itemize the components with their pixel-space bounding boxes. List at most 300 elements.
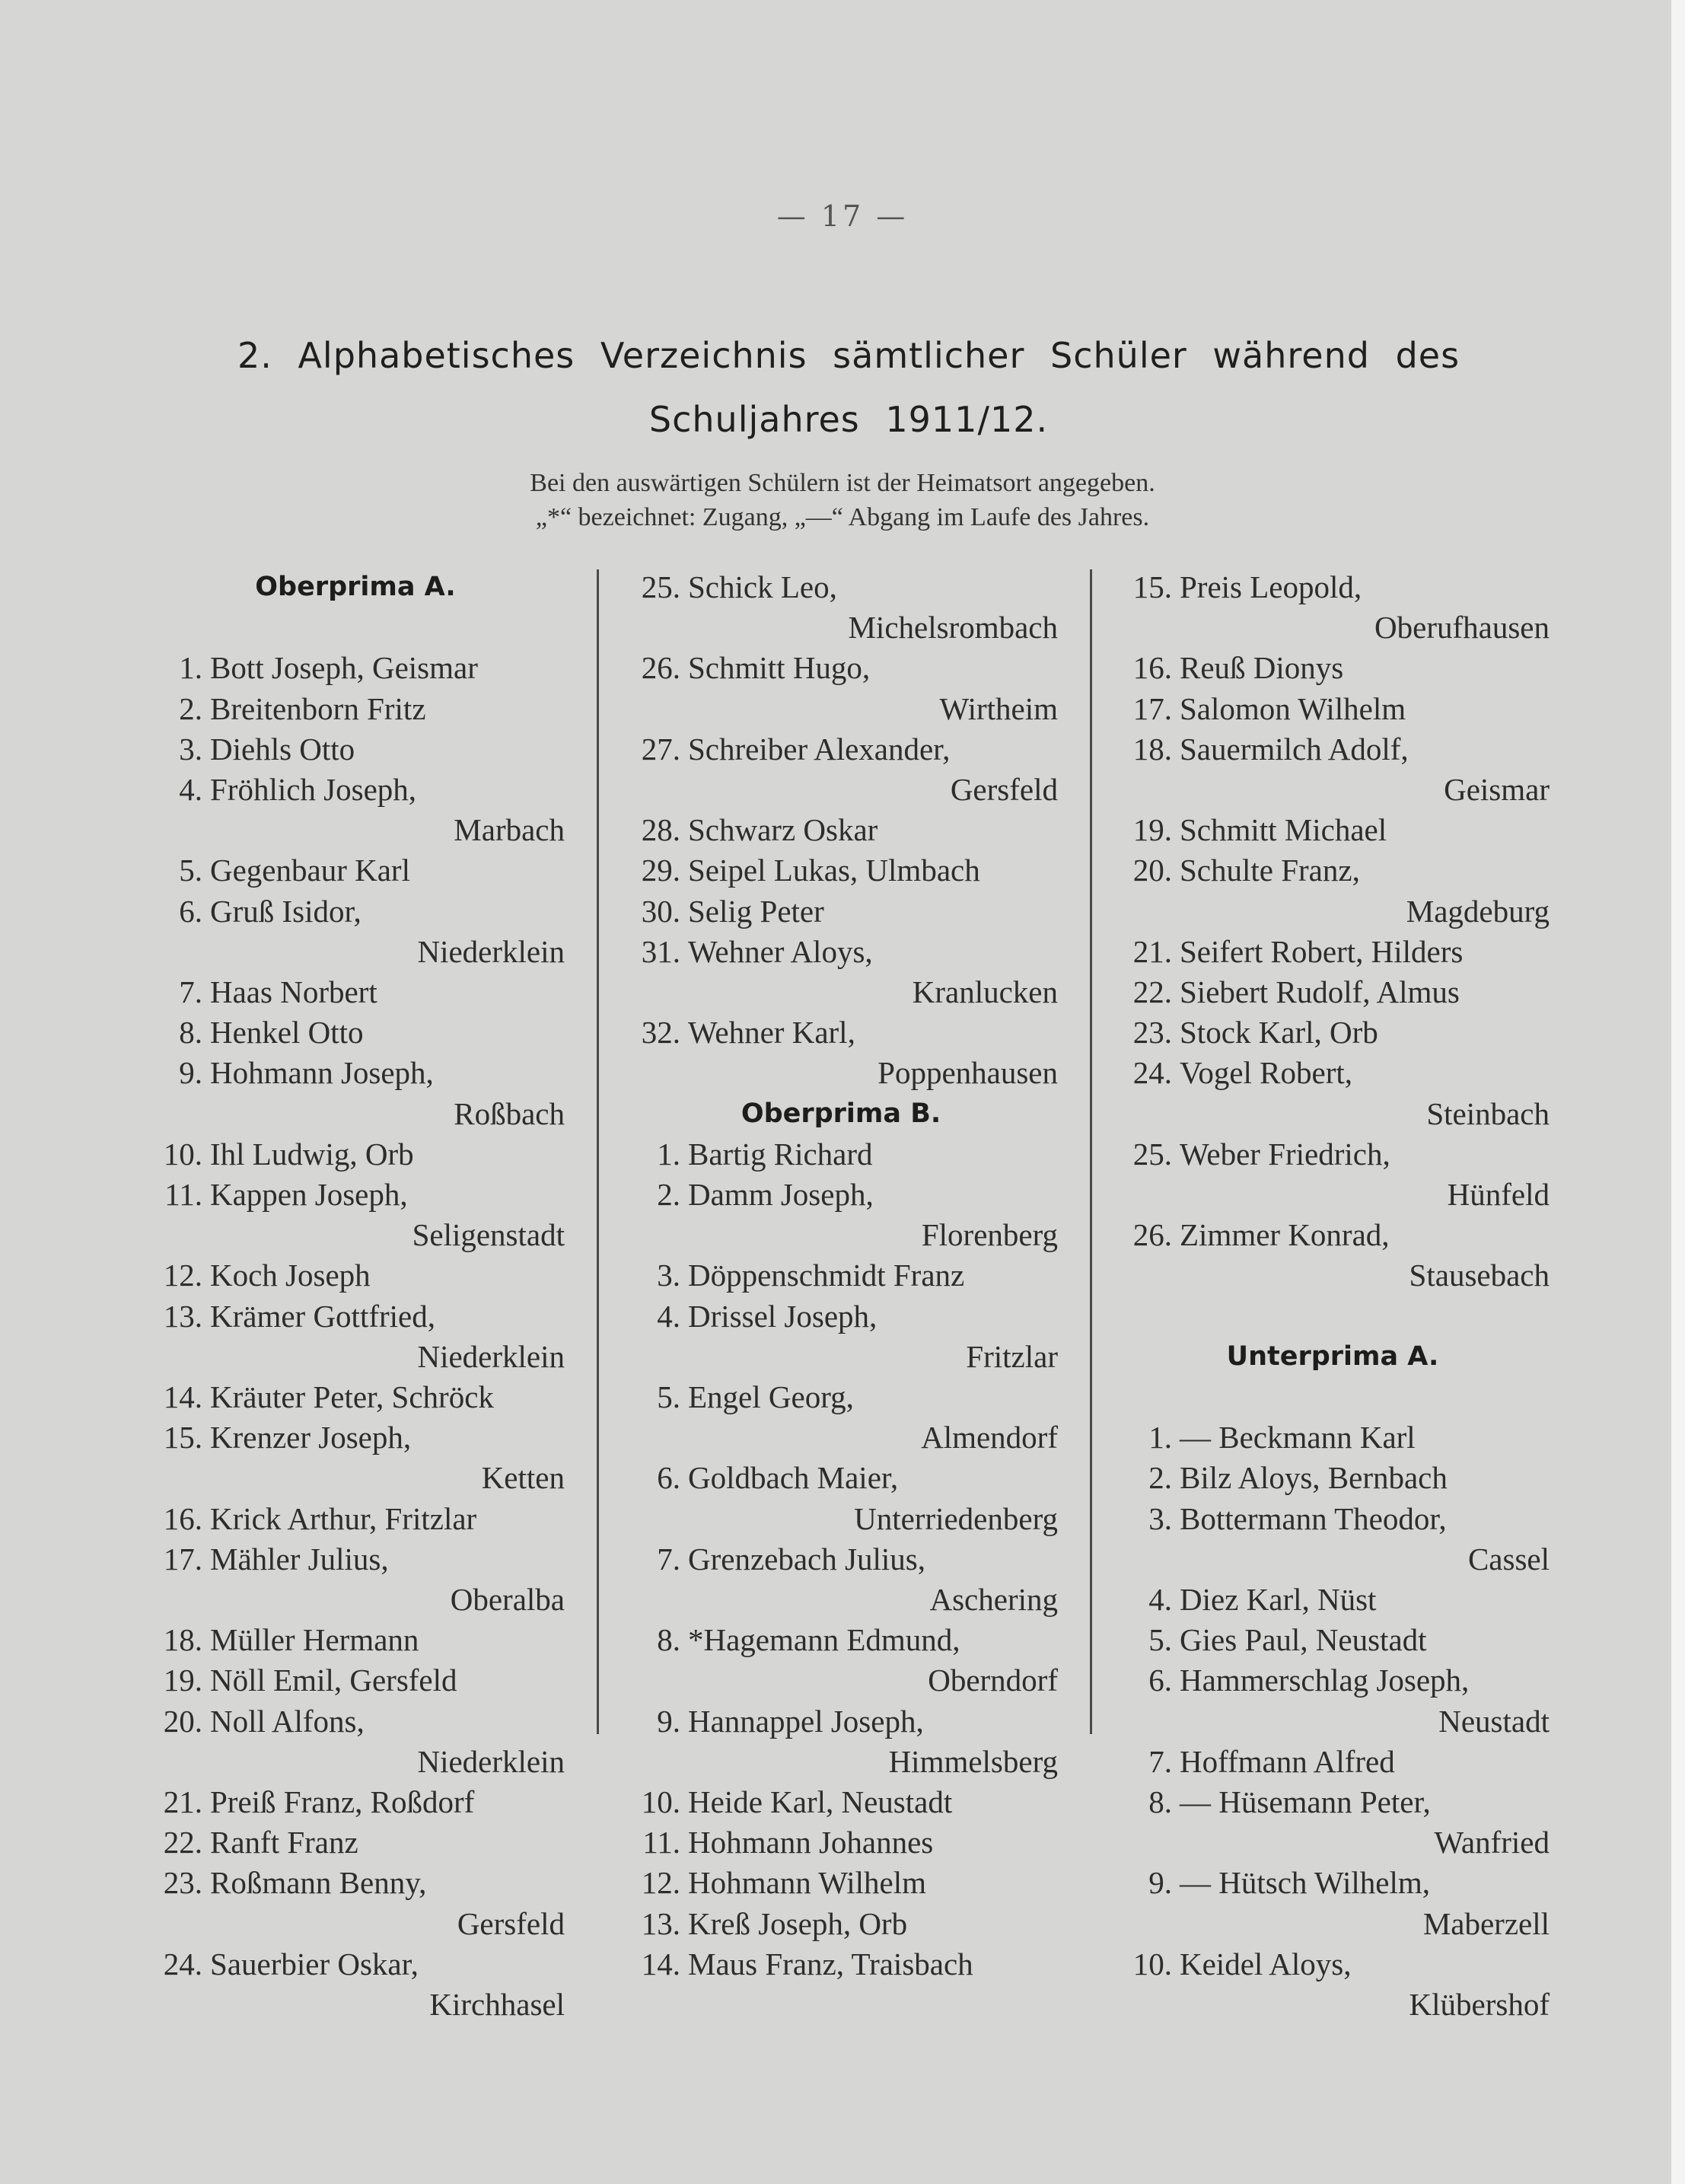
entry-number: 4. [1148,1582,1172,1618]
section-heading: Oberprima A. [255,572,456,602]
entry-line [146,1944,565,1985]
entry-line [146,1782,565,1822]
entry-place: Roßbach [454,1095,565,1131]
list-item [146,850,565,891]
entry-number: 16. [163,1500,202,1536]
entry-line [1116,1053,1550,1093]
entry-number: 1. [657,1136,680,1172]
entry-place: Oberufhausen [1374,610,1550,646]
entry-number: 3. [1148,1500,1172,1536]
entry-place: Hünfeld [1447,1177,1550,1213]
entry-name: Grenzebach Julius, [688,1541,925,1577]
entry-number: 9. [179,1055,202,1091]
entry-place: Oberndorf [928,1663,1058,1698]
entry-number: 11. [642,1825,680,1860]
list-item [1116,567,1550,648]
entry-line [146,648,565,688]
entry-line [624,1175,1058,1215]
entry-name: Kräuter Peter, Schröck [210,1379,494,1415]
entry-name: Bilz Aloys, Bernbach [1180,1460,1448,1496]
list-item [1116,1944,1550,2025]
entry-name: Wehner Karl, [688,1015,855,1051]
entry-place: Maberzell [1422,1905,1550,1941]
entry-line [1116,1580,1550,1620]
entry-number: 10. [163,1136,202,1172]
entry-name: Bottermann Theodor, [1180,1500,1447,1536]
entry-number: 10. [641,1784,680,1820]
list-item [624,1134,1058,1175]
entry-place: Wirtheim [939,690,1058,726]
entry-number: 1. [1148,1420,1172,1455]
entry-name: — Hütsch Wilhelm, [1180,1865,1430,1901]
entry-number: 11. [164,1177,202,1213]
list-item [146,1255,565,1296]
list-item [1116,1620,1550,1660]
page-title: 2. Alphabetisches Verzeichnis sämtlicher Schüler während des Schuljahres 1911/12. [237,335,1460,440]
entry-place: Gersfeld [457,1905,565,1941]
entry-line [624,810,1058,850]
entry-line [1116,1417,1550,1458]
entry-number: 24. [1132,1055,1172,1091]
entry-number: 8. [1148,1784,1172,1820]
entry-line [1116,932,1550,972]
entry-number: 26. [641,650,680,686]
entry-name: Krenzer Joseph, [210,1420,412,1455]
entry-number: 8. [657,1622,680,1658]
list-item [1116,1012,1550,1053]
list-item [1116,1499,1550,1580]
entry-line [624,1701,1058,1742]
list-item [624,850,1058,891]
entry-place: Michelsrombach [848,610,1058,646]
entry-place: Cassel [1467,1541,1550,1577]
list-item [146,1944,565,2025]
list-item [146,1053,565,1133]
page-number: — 17 — [776,199,909,233]
entry-number: 25. [1132,1136,1172,1172]
entry-line [1116,972,1550,1012]
entry-line [1116,850,1550,891]
entry-line [1116,1458,1550,1498]
entry-line [146,972,565,1012]
entry-name: Preis Leopold, [1180,569,1362,604]
entry-line [624,1134,1058,1175]
section-heading: Oberprima B. [741,1098,941,1129]
entry-number: 29. [641,853,680,888]
entry-number: 6. [1148,1663,1172,1698]
entry-name: Schick Leo, [688,569,837,604]
entry-place: Geismar [1444,772,1550,808]
entry-number: 5. [1148,1622,1172,1658]
entry-place: Almendorf [921,1420,1058,1455]
list-item [1116,1660,1550,1741]
entry-name: Schwarz Oskar [688,812,878,848]
entry-line [146,689,565,729]
entry-name: Sauermilch Adolf, [1180,731,1409,767]
list-item [624,1863,1058,1903]
entry-line [146,770,565,810]
subtitle [0,466,1685,534]
entry-name: Hohmann Wilhelm [688,1865,927,1901]
entry-number: 15. [1132,569,1172,604]
list-item [624,1255,1058,1296]
entry-line [624,729,1058,770]
list-item [146,1377,565,1417]
list-item [624,1539,1058,1620]
list-item [146,1660,565,1701]
entry-name: Breitenborn Fritz [210,690,426,726]
entry-number: 15. [163,1420,202,1455]
list-item [1116,1782,1550,1863]
entry-place: Steinbach [1426,1095,1550,1131]
entry-name: Bartig Richard [688,1136,873,1172]
entry-place: Seligenstadt [412,1217,565,1253]
entry-name: Sauerbier Oskar, [210,1946,419,1982]
entry-line [146,1417,565,1458]
entry-place: Wanfried [1434,1825,1550,1860]
entry-place: Fritzlar [966,1338,1058,1374]
entry-line [624,1255,1058,1296]
entry-name: Mähler Julius, [210,1541,389,1577]
entry-name: Döppenschmidt Franz [688,1258,965,1293]
entry-number: 19. [163,1663,202,1698]
entry-place: Klübershof [1409,1987,1550,2023]
entry-line [1116,689,1550,729]
entry-number: 22. [163,1825,202,1860]
entry-place: Magdeburg [1406,893,1550,929]
column-divider [1090,569,1092,1734]
list-item [624,567,1058,648]
list-item [1116,1742,1550,1782]
subtitle-line: Bei den auswärtigen Schülern ist der Heimatsort angegeben. [530,469,1155,497]
entry-number: 7. [179,974,202,1009]
list-item [624,932,1058,1012]
list-item [1116,1215,1550,1296]
entry-line [1116,1215,1550,1255]
list-item [1116,1417,1550,1458]
entry-number: 21. [1132,933,1172,969]
column-oberprima-a [146,567,565,2025]
list-item [146,729,565,770]
entry-name: Preiß Franz, Roßdorf [210,1784,475,1820]
list-item [146,1296,565,1377]
entry-name: Goldbach Maier, [688,1460,899,1496]
entry-number: 6. [657,1460,680,1496]
list-item [146,1499,565,1539]
entry-line [146,1863,565,1903]
entry-number: 25. [641,569,680,604]
entry-line [1116,1782,1550,1822]
entry-number: 3. [179,731,202,767]
entry-number: 22. [1132,974,1172,1010]
entry-line [624,1944,1058,1985]
list-item [1116,648,1550,688]
entry-number: 14. [163,1379,202,1415]
entry-number: 13. [641,1905,680,1941]
entry-line [624,648,1058,688]
column-oberprima-a-unterprima [1116,567,1550,2025]
list-item [146,1822,565,1863]
entry-line [146,1053,565,1093]
list-item [146,1701,565,1782]
entry-place: Poppenhausen [878,1055,1058,1091]
list-item [624,729,1058,810]
entry-name: Engel Georg, [688,1379,854,1415]
section-gap [1116,1377,1550,1417]
entry-number: 12. [163,1258,202,1293]
entry-line [146,1134,565,1175]
entry-line [1116,1944,1550,1985]
entry-name: Siebert Rudolf, Almus [1180,974,1460,1010]
entry-name: Hannappel Joseph, [688,1703,924,1739]
section-gap [1116,1296,1550,1337]
entry-name: Müller Hermann [210,1622,419,1658]
entry-name: Henkel Otto [210,1015,364,1051]
list-item [146,1012,565,1053]
entry-line [1116,1742,1550,1782]
entry-number: 7. [657,1541,680,1577]
list-item [146,1417,565,1498]
entry-name: Zimmer Konrad, [1180,1217,1390,1253]
entry-number: 23. [1132,1015,1172,1051]
entry-number: 17. [163,1541,202,1577]
entry-line [624,1822,1058,1863]
entry-place: Neustadt [1438,1703,1550,1739]
entry-line [624,1620,1058,1660]
entry-name: Kappen Joseph, [210,1177,408,1213]
entry-number: 2. [179,690,202,726]
list-item [1116,1580,1550,1620]
entry-line [624,1782,1058,1822]
entry-number: 17. [1132,690,1172,726]
entry-name: Gies Paul, Neustadt [1180,1622,1427,1658]
entry-place: Stausebach [1409,1258,1550,1293]
entry-number: 31. [641,933,680,969]
entry-number: 5. [179,853,202,888]
list-item [146,972,565,1012]
entry-number: 32. [641,1015,680,1051]
entry-number: 18. [1132,731,1172,767]
list-item [146,770,565,850]
entry-number: 18. [163,1622,202,1658]
entry-line [1116,567,1550,607]
entry-number: 4. [179,771,202,807]
entry-line [624,1539,1058,1580]
entry-name: Wehner Aloys, [688,933,873,969]
entry-name: Stock Karl, Orb [1180,1015,1378,1051]
entry-name: Gegenbaur Karl [210,853,410,888]
entry-number: 10. [1132,1946,1172,1982]
entry-line [146,1822,565,1863]
list-item [1116,729,1550,810]
entry-line [146,1296,565,1337]
list-item [624,1782,1058,1822]
entry-line [1116,729,1550,770]
entry-name: Ihl Ludwig, Orb [210,1136,414,1172]
page-edge [1671,0,1685,2184]
list-item [1116,689,1550,729]
entry-line [146,891,565,932]
entry-name: Noll Alfons, [210,1703,365,1739]
entry-line [1116,648,1550,688]
entry-number: 26. [1132,1217,1172,1253]
entry-name: Krämer Gottfried, [210,1298,435,1334]
list-item [624,1458,1058,1538]
entry-name: Bott Joseph, Geismar [210,650,478,686]
entry-name: Haas Norbert [210,974,377,1009]
section-heading: Unterprima A. [1226,1341,1439,1372]
entry-line [1116,1660,1550,1701]
entry-place: Niederklein [417,1338,565,1374]
entry-line [1116,1134,1550,1175]
entry-line [624,1377,1058,1417]
entry-number: 14. [641,1946,680,1982]
list-item [146,1863,565,1943]
entry-name: Roßmann Benny, [210,1865,427,1901]
entry-place: Oberalba [450,1582,565,1618]
entry-line [624,891,1058,932]
list-item [146,1134,565,1175]
entry-line [624,850,1058,891]
list-item [624,1175,1058,1255]
list-item [1116,1863,1550,1943]
entry-number: 28. [641,812,680,848]
list-item [146,891,565,972]
entry-line [1116,1499,1550,1539]
entry-line [624,1863,1058,1903]
list-item [624,1620,1058,1701]
entry-place: Gersfeld [950,772,1058,808]
entry-line [146,1660,565,1701]
entry-number: 6. [179,893,202,929]
entry-line [624,1458,1058,1498]
entry-name: Krick Arthur, Fritzlar [210,1500,477,1536]
entry-line [624,1904,1058,1944]
list-item [624,1012,1058,1093]
entry-name: Ranft Franz [210,1825,358,1860]
entry-number: 3. [657,1258,680,1293]
entry-name: Selig Peter [688,893,824,929]
entry-place: Kirchhasel [429,1987,565,2023]
list-item [624,891,1058,932]
list-item [624,1377,1058,1458]
entry-line [146,1255,565,1296]
entry-line [1116,1012,1550,1053]
list-item [146,648,565,688]
entry-place: Unterriedenberg [854,1500,1058,1536]
entry-name: Vogel Robert, [1180,1055,1353,1091]
list-item [146,1539,565,1620]
entry-name: Hammerschlag Joseph, [1180,1663,1470,1698]
entry-place: Niederklein [417,1743,565,1779]
entry-number: 16. [1132,650,1172,686]
entry-line [1116,1620,1550,1660]
entry-number: 19. [1132,812,1172,848]
entry-place: Aschering [929,1582,1058,1618]
entry-name: Drissel Joseph, [688,1298,878,1334]
entry-name: Diez Karl, Nüst [1180,1582,1377,1618]
entry-place: Himmelsberg [888,1743,1058,1779]
entry-line [624,1296,1058,1337]
entry-number: 24. [163,1946,202,1982]
list-item [1116,1134,1550,1215]
entry-name: Schmitt Michael [1180,812,1387,848]
entry-number: 2. [1148,1460,1172,1496]
entry-line [146,1539,565,1580]
entry-name: Damm Joseph, [688,1177,874,1213]
list-item [624,1944,1058,1985]
list-item [624,1296,1058,1377]
entry-number: 21. [163,1784,202,1820]
entry-name: Heide Karl, Neustadt [688,1784,953,1820]
list-item [146,1620,565,1660]
entry-number: 1. [179,650,202,686]
entry-number: 23. [163,1865,202,1901]
list-item [1116,1053,1550,1133]
entry-line [624,932,1058,972]
entry-name: Schmitt Hugo, [688,650,871,686]
column-divider [597,569,599,1734]
entry-number: 27. [641,731,680,767]
entry-name: *Hagemann Edmund, [688,1622,960,1658]
entry-line [624,567,1058,607]
entry-name: Hohmann Joseph, [210,1055,434,1091]
entry-line [1116,810,1550,850]
entry-line [146,1175,565,1215]
entry-line [624,1012,1058,1053]
entry-name: — Hüsemann Peter, [1180,1784,1431,1820]
entry-number: 20. [163,1703,202,1739]
entry-name: Maus Franz, Traisbach [688,1946,973,1982]
entry-name: Hoffmann Alfred [1180,1743,1395,1779]
entry-place: Marbach [454,812,565,848]
section-gap [146,607,565,648]
entry-name: Diehls Otto [210,731,355,767]
list-item [1116,810,1550,850]
entry-place: Florenberg [921,1217,1058,1253]
list-item [146,1175,565,1255]
entry-number: 5. [657,1379,680,1415]
entry-line [146,850,565,891]
entry-place: Kranlucken [912,974,1058,1010]
list-item [624,1822,1058,1863]
list-item [1116,932,1550,972]
entry-name: Reuß Dionys [1180,650,1344,686]
entry-name: Kreß Joseph, Orb [688,1905,908,1941]
list-item [146,1782,565,1822]
entry-name: Gruß Isidor, [210,893,362,929]
entry-place: Ketten [481,1460,565,1496]
entry-number: 8. [179,1015,202,1051]
entry-number: 9. [1148,1865,1172,1901]
list-item [624,810,1058,850]
entry-line [146,1499,565,1539]
entry-number: 12. [641,1865,680,1901]
entry-number: 7. [1148,1743,1172,1779]
entry-name: Seipel Lukas, Ulmbach [688,853,980,888]
list-item [1116,850,1550,931]
entry-name: Schulte Franz, [1180,853,1360,888]
entry-name: Salomon Wilhelm [1180,690,1406,726]
list-item [146,689,565,729]
entry-number: 13. [163,1298,202,1334]
entry-name: Nöll Emil, Gersfeld [210,1663,457,1698]
entry-number: 4. [657,1298,680,1334]
entry-line [146,729,565,770]
entry-number: 9. [657,1703,680,1739]
entry-name: — Beckmann Karl [1180,1420,1416,1455]
entry-name: Seifert Robert, Hilders [1180,933,1464,969]
